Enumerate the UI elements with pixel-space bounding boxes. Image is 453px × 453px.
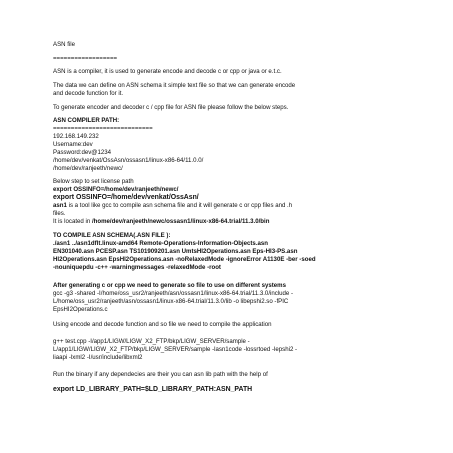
compile-command-line: EN301040.asn PCESP.asn TS101909201.asn UmtsHI2Operations.asn Eps-HI3-PS.asn <box>53 248 298 255</box>
gcc-command-line: L/home/oss_usr2/ranjeeth/asn/ossasn1/linux-x86-64.trial/11.3.0/lib -o libepshi2.so -fPIC <box>53 298 289 305</box>
compiler-separator: ============================ <box>53 125 153 132</box>
compile-command-line: -nouniquepdu -c++ -warningmessages -relaxedMode -root <box>53 264 221 271</box>
asn1-tool-desc <box>53 202 413 210</box>
gpp-command-line: g++ test.cpp -I/app1/LIGW/LIGW_X2_FTP/bkp/LIGW_SERVER/sample - <box>53 338 250 345</box>
oss-path: /home/dev/venkat/OssAsn/ossasn1/linux-x86-64/11.0.0/ <box>53 157 204 164</box>
gcc-section <box>53 282 413 314</box>
intro-paragraph-2 <box>53 82 413 98</box>
export-ossinfo-1: export OSSINFO=/home/dev/ranjeeth/newc/ <box>53 186 179 193</box>
encode-decode-note: Using encode and decode function and so file we need to compile the application <box>53 321 272 328</box>
compiler-heading: ASN COMPILER PATH: <box>53 117 120 124</box>
asn1-tool-text: is a tool like gcc to compile asn schema file and it will generate c or cpp files and .h <box>66 202 293 209</box>
license-section <box>53 178 413 226</box>
asn1-tool-desc-cont: files. <box>53 210 66 217</box>
export-ld-library-path: export LD_LIBRARY_PATH=$LD_LIBRARY_PATH:ASN_PATH <box>53 386 253 393</box>
run-note: Run the binary if any dependecies are their you can asn lib path with the help of <box>53 371 268 378</box>
username: Username:dev <box>53 141 93 148</box>
gpp-command-line: liaapi -lxml2 -I/usr/include/libxml2 <box>53 354 143 361</box>
located-prefix: It is located in <box>53 218 92 225</box>
intro-paragraph-3: To generate encoder and decoder c / cpp file for ASN file please follow the below steps. <box>53 104 289 111</box>
server-ip: 192.168.149.232 <box>53 133 99 140</box>
intro-2-line: and decode function for it. <box>53 90 124 97</box>
gcc-command-line: gcc -g3 -shared -I/home/oss_usr2/ranjeeth/asn/ossasn1/linux-x86-64.trial/11.3.0/include - <box>53 290 294 297</box>
newc-path: /home/dev/ranjeeth/newc/ <box>53 165 123 172</box>
compile-section <box>53 232 413 272</box>
export-ossinfo-2: export OSSINFO=/home/dev/venkat/OssAsn/ <box>53 194 199 201</box>
compiler-path-section <box>53 117 413 173</box>
asn1-tool-name: asn1 <box>53 202 67 209</box>
gpp-section <box>53 338 413 362</box>
gcc-command-line: EpsHI2Operations.c <box>53 306 108 313</box>
compile-command-line: HI2Operations.asn EpsHI2Operations.asn -noRelaxedMode -ignoreError A1130E -ber -soed <box>53 256 316 263</box>
compile-heading: TO COMPILE ASN SCHEMA(.ASN FILE ): <box>53 232 171 239</box>
located-path: /home/dev/ranjeeth/newc/ossasn1/linux-x86-64.trial/11.3.0/bin <box>91 218 270 225</box>
gpp-command-line: L/app1/LIGW/LIGW_X2_FTP/bkp/LIGW_SERVER/sample -lasn1code -lossrtoed -lepshi2 - <box>53 346 298 353</box>
doc-title: ASN file <box>53 41 76 48</box>
intro-paragraph-1: ASN is a compiler, it is used to generate encode and decode c or cpp or java or e.t.c. <box>53 68 282 75</box>
license-intro: Below step to set license path <box>53 178 134 185</box>
located-line <box>53 218 413 226</box>
intro-2-line: The data we can define on ASN schema it simple text file so that we can generate encode <box>53 82 296 89</box>
compile-command-line: ./asn1 ../asn1dflt.linux-amd64 Remote-Operations-Information-Objects.asn <box>53 240 269 247</box>
password: Password:dev@1234 <box>53 149 112 156</box>
after-gen-heading: After generating c or cpp we need to generate so file to use on different systems <box>53 282 286 289</box>
title-separator: ================== <box>53 55 118 62</box>
